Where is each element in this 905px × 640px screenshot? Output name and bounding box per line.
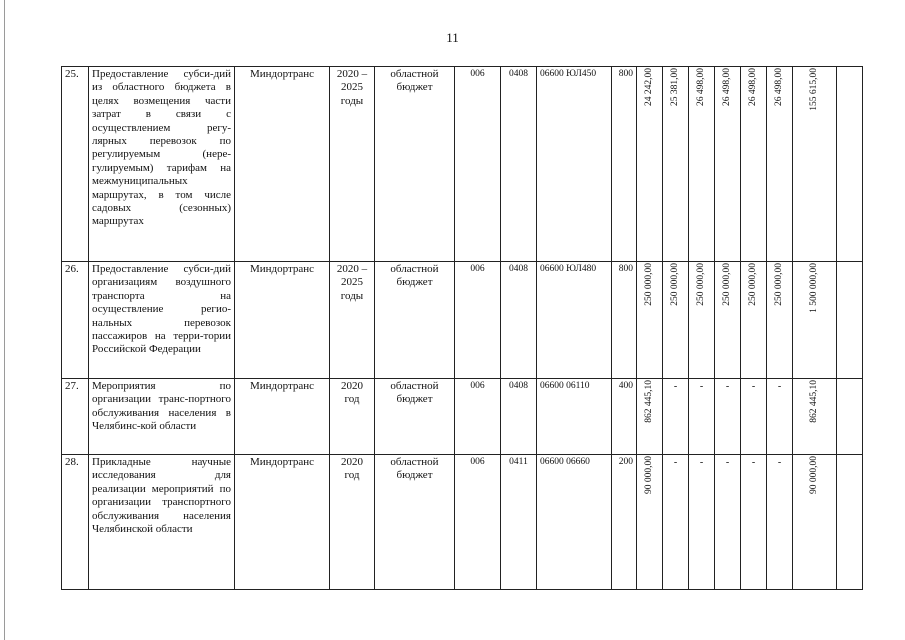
section-code: 0408 (501, 262, 537, 379)
year-amount-1: 90 000,00 (644, 456, 654, 494)
table-row (62, 67, 863, 262)
funding-source: областной бюджет (375, 262, 455, 379)
year-amount-3: 26 498,00 (696, 68, 706, 106)
executor: Миндортранс (235, 67, 330, 262)
year-amount-5: - (741, 455, 767, 590)
grbs-code: 006 (455, 455, 501, 590)
period: 2020 – 2025 годы (330, 67, 375, 262)
funding-source: областной бюджет (375, 67, 455, 262)
expense-type-code: 800 (612, 67, 637, 262)
budget-table (61, 66, 863, 590)
period: 2020 год (330, 379, 375, 455)
target-article-code: 06600 06660 (537, 455, 612, 590)
funding-source: областной бюджет (375, 455, 455, 590)
year-amount-6-cell (767, 262, 793, 379)
year-amount-4: - (715, 455, 741, 590)
executor: Миндортранс (235, 262, 330, 379)
year-amount-2-cell (663, 262, 689, 379)
total-amount-cell (793, 67, 837, 262)
period: 2020 – 2025 годы (330, 262, 375, 379)
expense-type-code: 400 (612, 379, 637, 455)
measure-name: Мероприятия по организации транс-портного обслуживания населения в Челябинс-кой области (89, 379, 235, 455)
year-amount-2: - (663, 379, 689, 455)
year-amount-1-cell (637, 262, 663, 379)
table-row (62, 379, 863, 455)
total-amount-cell (793, 455, 837, 590)
measure-name: Предоставление субси-дий из областного бюджета в целях возмещения части затрат в связи с осуществлением регу-лярных перевозок по регулируемым (нере-гулируемым) тарифам на межмуниципальных маршрутах, в том числе садовых (сезонных) маршрутах (89, 67, 235, 262)
expense-type-code: 200 (612, 455, 637, 590)
total-amount-cell (793, 262, 837, 379)
year-amount-1: 862 445,10 (644, 380, 654, 423)
grbs-code: 006 (455, 262, 501, 379)
page-number: 11 (446, 30, 459, 45)
year-amount-1: 250 000,00 (644, 263, 654, 306)
year-amount-6-cell (767, 67, 793, 262)
year-amount-3: - (689, 379, 715, 455)
grbs-code: 006 (455, 67, 501, 262)
total-amount: 1 500 000,00 (809, 263, 819, 313)
total-amount: 862 445,10 (809, 380, 819, 423)
target-article-code: 06600 ЮЛ480 (537, 262, 612, 379)
year-amount-4: - (715, 379, 741, 455)
grbs-code: 006 (455, 379, 501, 455)
year-amount-5: - (741, 379, 767, 455)
target-article-code: 06600 ЮЛ450 (537, 67, 612, 262)
year-amount-3: 250 000,00 (696, 263, 706, 306)
row-number: 26. (62, 262, 89, 379)
year-amount-1: 24 242,00 (644, 68, 654, 106)
period: 2020 год (330, 455, 375, 590)
spare-column (837, 455, 863, 590)
row-number: 27. (62, 379, 89, 455)
section-code: 0408 (501, 379, 537, 455)
table-row (62, 455, 863, 590)
year-amount-3-cell (689, 67, 715, 262)
expense-type-code: 800 (612, 262, 637, 379)
total-amount: 155 615,00 (809, 68, 819, 111)
year-amount-4-cell (715, 262, 741, 379)
year-amount-3-cell (689, 262, 715, 379)
year-amount-1-cell (637, 67, 663, 262)
section-code: 0408 (501, 67, 537, 262)
spare-column (837, 262, 863, 379)
year-amount-6: - (767, 455, 793, 590)
year-amount-2: - (663, 455, 689, 590)
year-amount-4-cell (715, 67, 741, 262)
funding-source: областной бюджет (375, 379, 455, 455)
year-amount-5: 26 498,00 (748, 68, 758, 106)
measure-name: Предоставление субси-дий организациям воздушного транспорта на осуществление регио-нальных перевозок пассажиров на терри-тории Российской Федерации (89, 262, 235, 379)
executor: Миндортранс (235, 455, 330, 590)
year-amount-2-cell (663, 67, 689, 262)
total-amount-cell (793, 379, 837, 455)
year-amount-4: 26 498,00 (722, 68, 732, 106)
year-amount-6: - (767, 379, 793, 455)
year-amount-1-cell (637, 379, 663, 455)
year-amount-5-cell (741, 262, 767, 379)
executor: Миндортранс (235, 379, 330, 455)
spare-column (837, 67, 863, 262)
year-amount-6: 250 000,00 (774, 263, 784, 306)
year-amount-5-cell (741, 67, 767, 262)
year-amount-3: - (689, 455, 715, 590)
year-amount-6: 26 498,00 (774, 68, 784, 106)
row-number: 25. (62, 67, 89, 262)
year-amount-5: 250 000,00 (748, 263, 758, 306)
section-code: 0411 (501, 455, 537, 590)
table-row (62, 262, 863, 379)
year-amount-1-cell (637, 455, 663, 590)
measure-name: Прикладные научные исследования для реализации мероприятий по организации транспортного обслуживания населения Челябинской области (89, 455, 235, 590)
page-margin-rule (4, 0, 5, 640)
year-amount-2: 25 381,00 (670, 68, 680, 106)
year-amount-2: 250 000,00 (670, 263, 680, 306)
target-article-code: 06600 06110 (537, 379, 612, 455)
year-amount-4: 250 000,00 (722, 263, 732, 306)
row-number: 28. (62, 455, 89, 590)
spare-column (837, 379, 863, 455)
total-amount: 90 000,00 (809, 456, 819, 494)
